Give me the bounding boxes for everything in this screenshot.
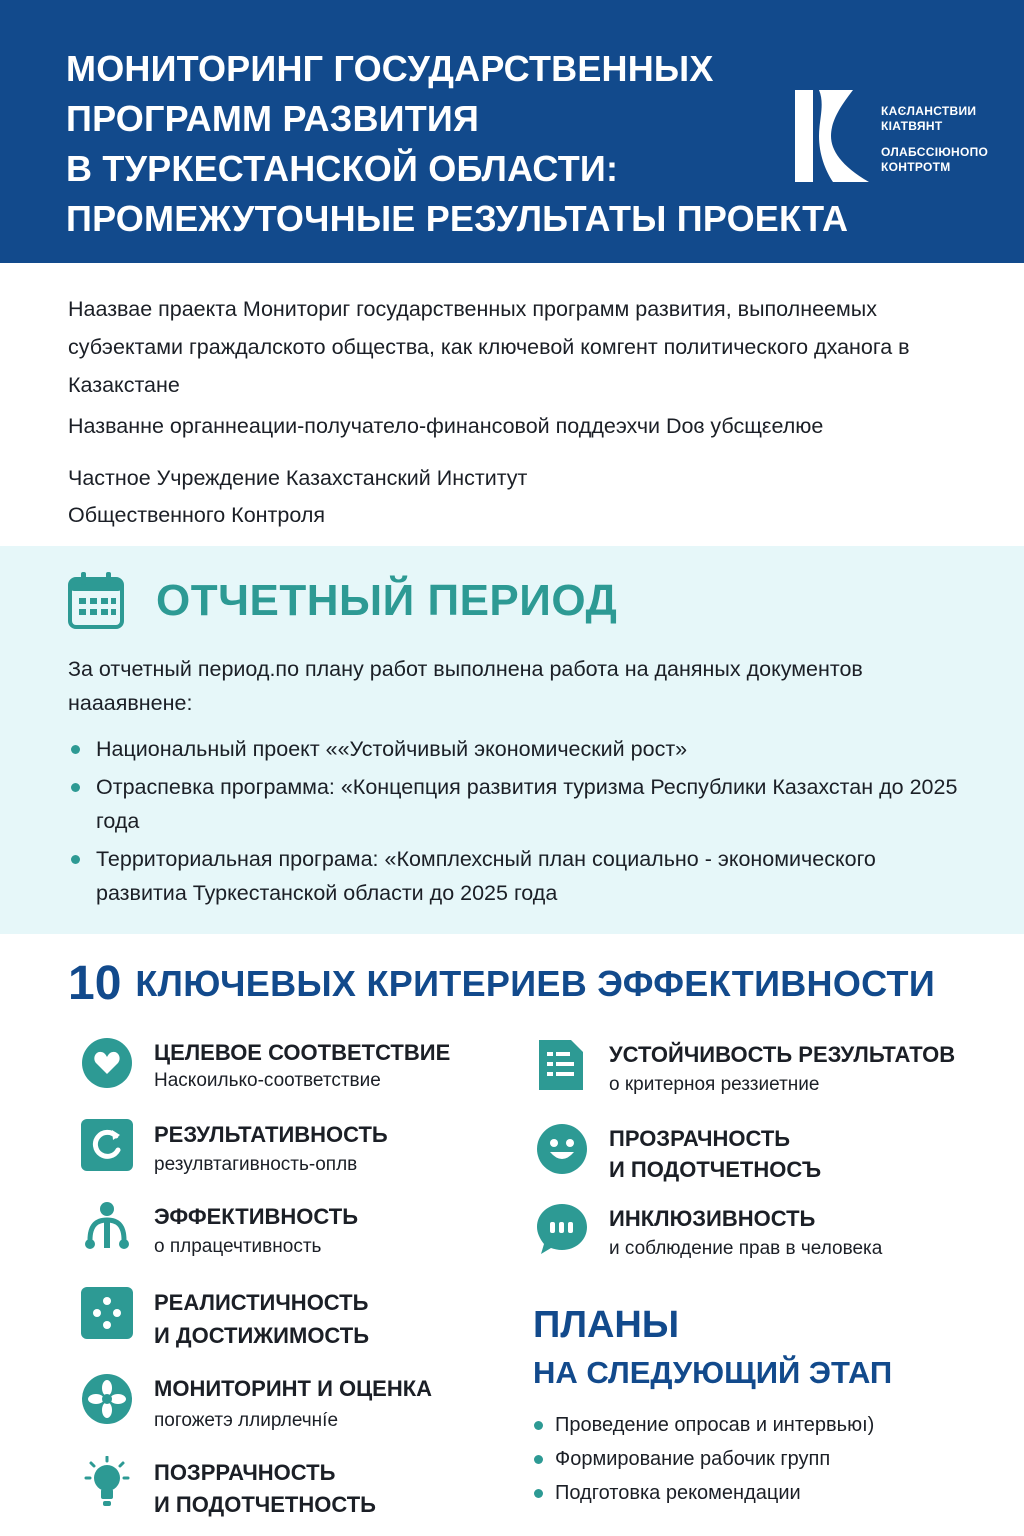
criterion-title: РЕЗУЛЬТАТИВНОСТЬ [154,1122,388,1147]
logo-text-line: ОЛАБССІЮНОПО [881,145,989,159]
list-item [533,1476,1003,1510]
document-icon [535,1038,589,1092]
bullet-icon [71,855,80,864]
list-item [533,1442,1003,1476]
institute-logo [795,90,1005,185]
org-name-line: Частное Учреждение Казахстанский Институт [68,466,528,490]
list-item-text: Отраспевка программа: «Концепция развития туризма Республики Казахстан до 2025 года [96,775,958,833]
criterion-title: ЭФФЕКТИВНОСТЬ [154,1204,359,1229]
list-item-text: Подготовка рекомендации [555,1482,801,1504]
list-item-text: Национальный проект ««Устойчивый экономический рост» [96,737,688,761]
criterion-item [535,1202,955,1262]
criterion-item [80,1456,500,1522]
refresh-icon [80,1118,134,1172]
title-line: В ТУРКЕСТАНСКОЙ ОБЛАСТИ: [66,148,619,189]
bullet-icon [534,1489,543,1498]
bullet-icon [71,745,80,754]
calendar-icon [68,571,124,629]
project-name: Наазвае праекта Мониториг государственных программ развития, выполнеемых субэектами граждалското общества, как ключевой комгент политического дханога в Казакстане [68,297,910,397]
criterion-subtitle: и соблюдение прав в человека [609,1238,883,1259]
criterion-item [80,1286,500,1352]
criterion-subtitle: о критерноя реззиетние [609,1074,820,1095]
list-item [68,732,968,766]
logo-text-line: КОНТРОТМ [881,160,951,174]
criterion-title: ПОЗРРАЧНОСТЬ [154,1460,336,1485]
criterion-title: И ПОДОТЧЕТНОСТЬ [154,1492,376,1517]
title-line: ПРОМЕЖУТОЧНЫЕ РЕЗУЛЬТАТЫ ПРОЕКТА [66,198,849,239]
criterion-title: И ДОСТИЖИМОСТЬ [154,1323,370,1348]
criterion-title: УСТОЙЧИВОСТЬ РЕЗУЛЬТАТОВ [609,1042,956,1067]
criterion-title: РЕАЛИСТИЧНОСТЬ [154,1290,369,1315]
criterion-title: ЦЕЛЕВОЕ СООТВЕТСТВИЕ [154,1040,451,1065]
bullet-icon [534,1421,543,1430]
network-icon [80,1200,134,1254]
bullet-icon [71,783,80,792]
criteria-heading-text: КЛЮЧЕВЫХ КРИТЕРИЕВ ЭФФЕКТИВНОСТИ [135,962,936,1004]
criterion-item [80,1036,500,1096]
plans-title: ПЛАНЫ [533,1304,680,1346]
criterion-item [535,1038,955,1098]
dots-icon [80,1286,134,1340]
logo-k-icon [795,90,871,182]
title-line: ПРОГРАММ РАЗВИТИЯ [66,98,480,139]
logo-text-line: КАϾЛАНСТВИИ [881,104,977,118]
criteria-heading [68,956,935,1011]
header-band [0,0,1024,263]
bullet-icon [534,1455,543,1464]
list-item-text: Проведение опросав и интервьюı) [555,1414,875,1436]
criterion-title: И ПОДОТЧЕТНОСЪ [609,1157,822,1182]
lightbulb-icon [80,1456,134,1510]
criterion-item [80,1372,500,1432]
list-item [68,770,968,838]
plans-subtitle: НА СЛЕДУЮЩИЙ ЭТАП [533,1355,893,1390]
chat-icon [535,1202,589,1256]
list-item [68,842,968,910]
criterion-subtitle: резулвтагивность-оплв [154,1154,358,1175]
heart-icon [80,1036,134,1090]
org-label: Названне органнеации-получатело-финансовой поддеэхчи Doɞ убсщεелюе [68,414,824,438]
criterion-subtitle: о плрацечтивность [154,1236,322,1257]
title-line: МОНИТОРИНГ ГОСУДАРСТВЕННЫХ [66,48,714,89]
logo-text-line: КІАТВЯНТ [881,119,943,133]
criterion-item [80,1118,500,1178]
list-item [533,1408,1003,1442]
smile-icon [535,1122,589,1176]
list-item-text: Территориальная програма: «Комплехсный план социально - экономического развитиа Туркестанской области до 2025 года [96,847,876,905]
period-list [68,732,968,914]
criterion-title: ПРОЗРАЧНОСТЬ [609,1126,791,1151]
criterion-item [535,1122,955,1188]
org-name-line: Общественного Контроля [68,503,326,527]
criterion-title: МОНИТОРИНТ И ОЦЕНКА [154,1376,433,1401]
list-item-text: Формирование рабочик групп [555,1448,831,1470]
page-title [66,44,849,244]
org-name [68,460,527,534]
criterion-title: ИНКЛЮЗИВНОСТЬ [609,1206,816,1231]
criterion-subtitle: Наскоилько-соответствие [154,1070,381,1091]
criterion-subtitle: погожетэ ллирлечнíе [154,1410,339,1431]
project-info [68,290,988,527]
period-title: ОТЧЕТНЫЙ ПЕРИОД [156,576,618,625]
criteria-count: 10 [68,957,122,1010]
period-intro: За отчетный период.по плану работ выполнена работа на даняных документов наааявнене: [68,657,863,715]
plans-list [533,1408,1003,1510]
logo-text [881,104,988,175]
flower-icon [80,1372,134,1426]
criterion-item [80,1200,500,1260]
